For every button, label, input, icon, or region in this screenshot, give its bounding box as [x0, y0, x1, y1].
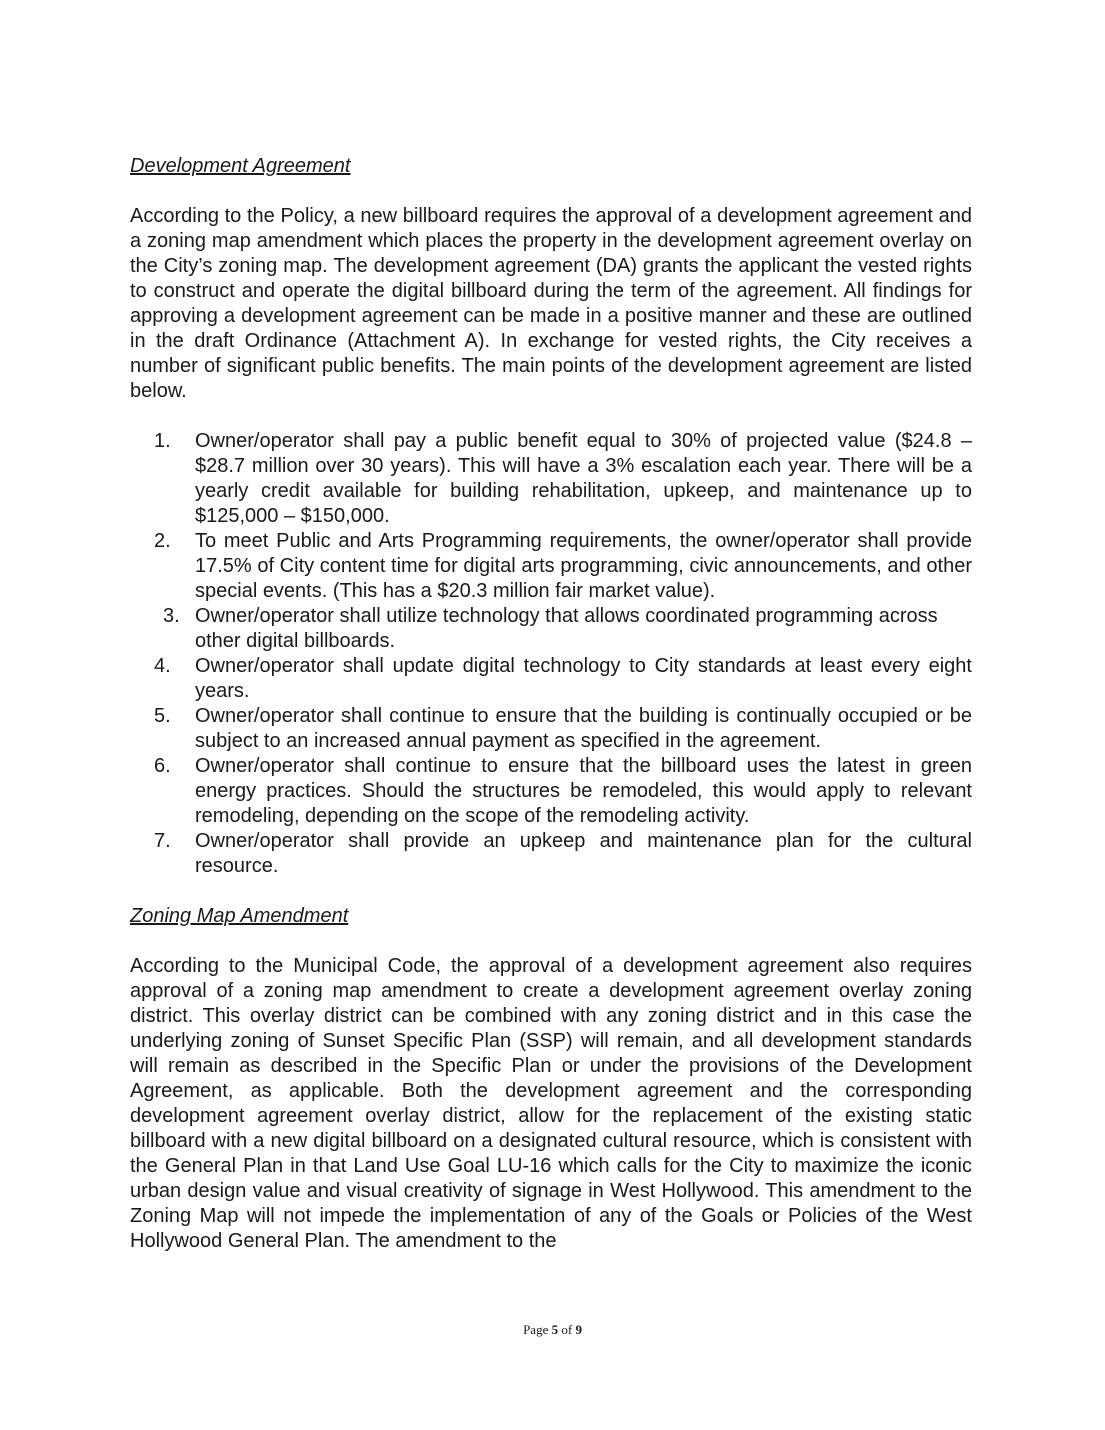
- list-item: [130, 604, 972, 654]
- list-item: [130, 704, 972, 754]
- list-item-number: 2.: [154, 530, 171, 552]
- zoning-map-amendment-paragraph: According to the Municipal Code, the approval of a development agreement also requires approval of a zoning map amendment to create a development agreement overlay zoning district. This overlay district can be combined with any zoning district and in this case the underlying zoning of Sunset Specific Plan (SSP) will remain, and all development standards will remain as described in the Specific Plan or under the provisions of the Development Agreement, as applicable. Both the development agreement and the corresponding development agreement overlay district, allow for the replacement of the existing static billboard with a new digital billboard on a designated cultural resource, which is consistent with the General Plan in that Land Use Goal LU-16 which calls for the City to maximize the iconic urban design value and visual creativity of signage in West Hollywood. This amendment to the Zoning Map will not impede the implementation of any of the Goals or Policies of the West Hollywood General Plan. The amendment to the: [130, 955, 972, 1252]
- development-agreement-points-list: [130, 429, 972, 879]
- list-item-number: 1.: [154, 430, 171, 452]
- list-item: [130, 529, 972, 604]
- list-item-number: 5.: [154, 705, 171, 727]
- footer-total-pages: 9: [575, 1322, 582, 1337]
- footer-page-word: Page: [523, 1322, 549, 1337]
- list-item: [130, 429, 972, 529]
- list-item-text: To meet Public and Arts Programming requirements, the owner/operator shall provide 17.5% of City content time for digital arts programming, civic announcements, and other special events. (This has a $20.3 million fair market value).: [195, 530, 972, 602]
- list-item-text: Owner/operator shall update digital technology to City standards at least every eight years.: [195, 655, 972, 702]
- section-heading-development-agreement: Development Agreement: [130, 155, 351, 177]
- document-page: [130, 154, 972, 1254]
- list-item-text: Owner/operator shall continue to ensure that the billboard uses the latest in green energy practices. Should the structures be remodeled, this would apply to relevant remodeling, depending on the scope of the remodeling activity.: [195, 755, 972, 827]
- list-item-text: Owner/operator shall continue to ensure that the building is continually occupied or be subject to an increased annual payment as specified in the agreement.: [195, 705, 972, 752]
- list-item-number: 3.: [163, 605, 180, 627]
- list-item-text: Owner/operator shall utilize technology that allows coordinated programming across other digital billboards.: [195, 605, 938, 652]
- footer-of-word: of: [561, 1322, 573, 1337]
- list-item-text: Owner/operator shall provide an upkeep and maintenance plan for the cultural resource.: [195, 830, 972, 877]
- list-item: [130, 654, 972, 704]
- list-item: [130, 754, 972, 829]
- development-agreement-paragraph: According to the Policy, a new billboard requires the approval of a development agreement and a zoning map amendment which places the property in the development agreement overlay on the City’s zoning map. The development agreement (DA) grants the applicant the vested rights to construct and operate the digital billboard during the term of the agreement. All findings for approving a development agreement can be made in a positive manner and these are outlined in the draft Ordinance (Attachment A). In exchange for vested rights, the City receives a number of significant public benefits. The main points of the development agreement are listed below.: [130, 205, 972, 402]
- footer-current-page: 5: [551, 1322, 559, 1337]
- list-item-number: 7.: [154, 830, 171, 852]
- list-item-number: 6.: [154, 755, 171, 777]
- list-item-text: Owner/operator shall pay a public benefit equal to 30% of projected value ($24.8 – $28.7 million over 30 years). This will have a 3% escalation each year. There will be a yearly credit available for building rehabilitation, upkeep, and maintenance up to $125,000 – $150,000.: [195, 430, 972, 527]
- list-item-number: 4.: [154, 655, 171, 677]
- section-heading-zoning-map-amendment: Zoning Map Amendment: [130, 905, 349, 927]
- page-footer: [0, 1322, 1105, 1338]
- list-item: [130, 829, 972, 879]
